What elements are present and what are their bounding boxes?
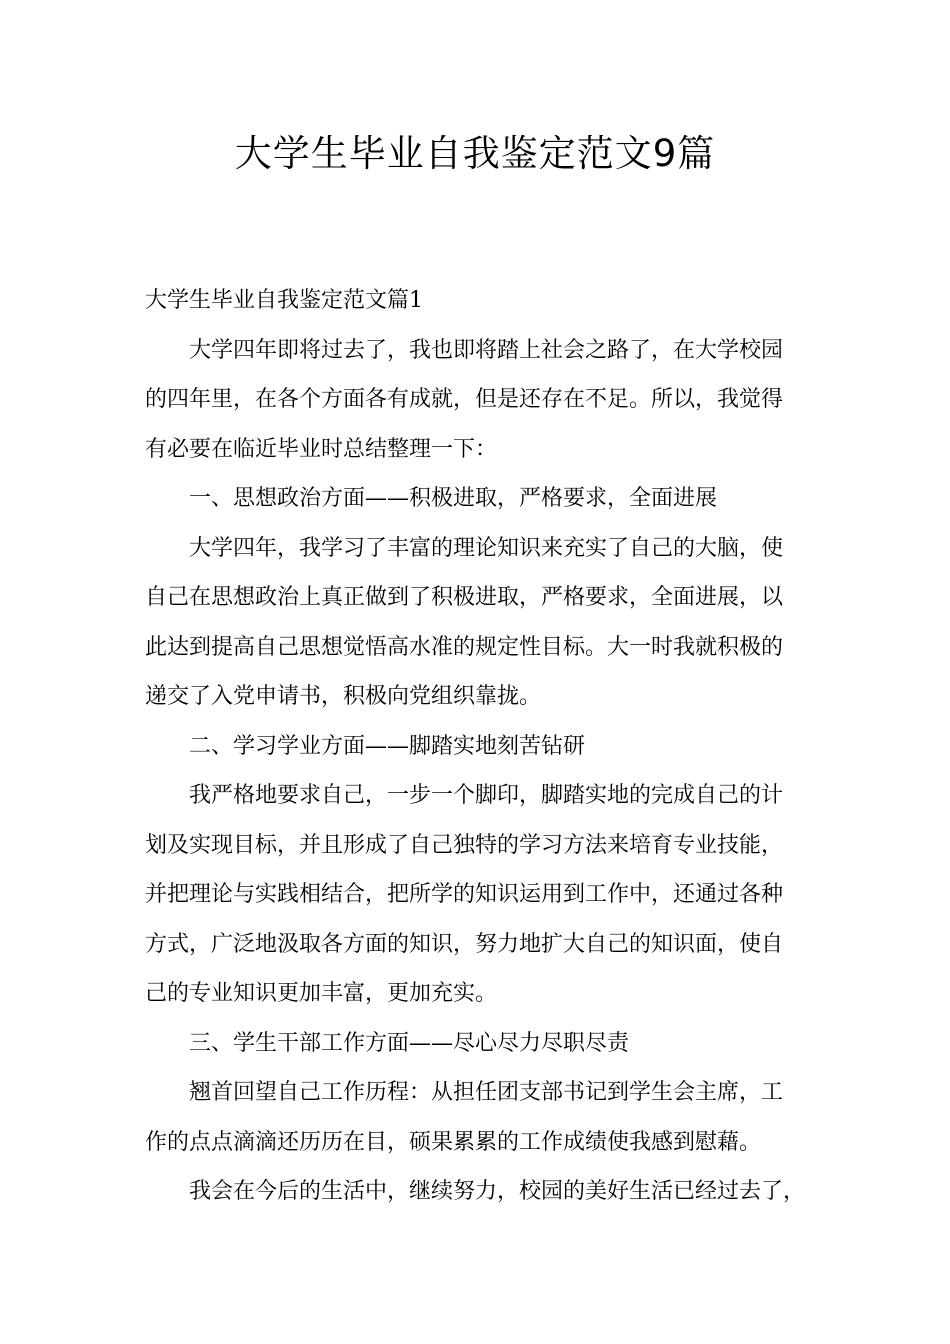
section-title: 大学生毕业自我鉴定范文篇1: [145, 288, 423, 313]
paragraph-line: 我严格地要求自己，一步一个脚印，脚踏实地的完成自己的计: [189, 783, 784, 808]
paragraph-line: 划及实现目标，并且形成了自己独特的学习方法来培育专业技能，: [145, 832, 784, 858]
document-title: 大学生毕业自我鉴定范文9篇: [234, 132, 716, 175]
paragraph-line: 一、思想政治方面——积极进取，严格要求，全面进展: [189, 486, 718, 511]
document-body: [145, 276, 810, 1217]
paragraph-line: 己的专业知识更加丰富，更加充实。: [145, 981, 498, 1006]
paragraph-line: 大学四年即将过去了，我也即将踏上社会之路了，在大学校园: [189, 337, 784, 363]
paragraph-line: 我会在今后的生活中，继续努力，校园的美好生活已经过去了，: [189, 1179, 806, 1204]
paragraph-line: 有必要在临近毕业时总结整理一下：: [145, 436, 498, 462]
paragraph-line: 大学四年，我学习了丰富的理论知识来充实了自己的大脑，使: [189, 535, 784, 561]
paragraph-line: 递交了入党申请书，积极向党组织靠拢。: [145, 684, 542, 709]
paragraph-line: 的四年里，在各个方面各有成就，但是还存在不足。所以，我觉得: [145, 387, 784, 412]
paragraph-line: 翘首回望自己工作历程：从担任团支部书记到学生会主席，工: [189, 1080, 784, 1105]
paragraph-line: 二、学习学业方面——脚踏实地刻苦钻研: [189, 733, 586, 759]
paragraph-line: 并把理论与实践相结合，把所学的知识运用到工作中，还通过各种: [145, 882, 784, 907]
paragraph-line: 自己在思想政治上真正做到了积极进取，严格要求，全面进展，以: [145, 585, 784, 610]
paragraph-line: 方式，广泛地汲取各方面的知识，努力地扩大自己的知识面，使自: [145, 931, 784, 957]
paragraph-line: 此达到提高自己思想觉悟高水准的规定性目标。大一时我就积极的: [145, 634, 784, 660]
paragraph-line: 作的点点滴滴还历历在目，硕果累累的工作成绩使我感到慰藉。: [145, 1129, 762, 1155]
paragraph-line: 三、学生干部工作方面——尽心尽力尽职尽责: [189, 1030, 630, 1056]
